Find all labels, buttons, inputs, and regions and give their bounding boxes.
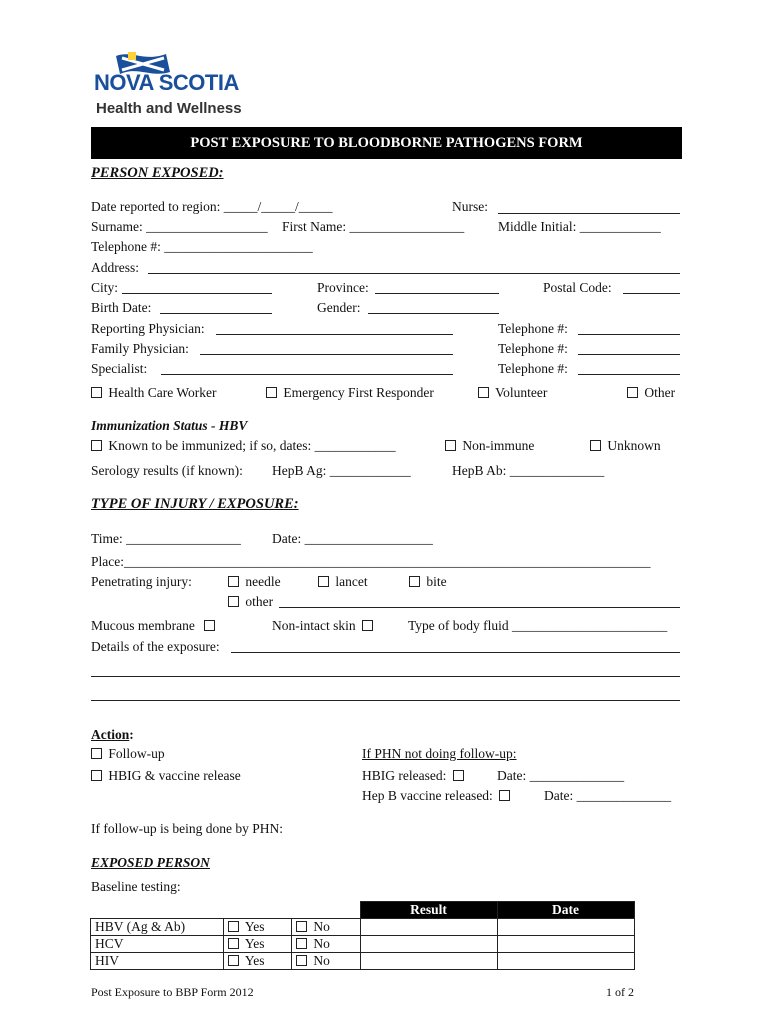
telephone-field[interactable]: Telephone #: ______________________ — [91, 239, 313, 254]
role-other[interactable]: Other — [627, 385, 675, 401]
footer-page-number: 1 of 2 — [606, 985, 634, 999]
yes-option[interactable]: Yes — [224, 936, 292, 953]
birth-date-field[interactable] — [160, 313, 272, 314]
serology-label: Serology results (if known): — [91, 463, 243, 478]
person-exposed-heading: PERSON EXPOSED: — [91, 165, 224, 181]
place-field[interactable]: Place:______________________________________________________________________________ — [91, 554, 651, 569]
first-name-field[interactable]: First Name: _________________ — [282, 219, 465, 234]
checkbox[interactable] — [445, 440, 456, 451]
hbig-released-option[interactable]: HBIG released: — [362, 768, 467, 784]
role-volunteer[interactable]: Volunteer — [478, 385, 547, 401]
checkbox[interactable] — [228, 938, 239, 949]
checkbox[interactable] — [228, 576, 239, 587]
gender-label: Gender: — [317, 300, 361, 315]
non-intact-skin-option[interactable]: Non-intact skin — [272, 618, 376, 634]
checkbox[interactable] — [228, 596, 239, 607]
date-cell[interactable] — [497, 953, 634, 970]
time-field[interactable]: Time: _________________ — [91, 531, 241, 546]
result-cell[interactable] — [360, 953, 497, 970]
checkbox[interactable] — [296, 938, 307, 949]
baseline-testing-label: Baseline testing: — [91, 879, 181, 894]
lancet-option[interactable]: lancet — [318, 574, 368, 590]
hepb-ab-field[interactable]: HepB Ab: ______________ — [452, 463, 605, 478]
checkbox[interactable] — [91, 440, 102, 451]
logo-brand: NOVA SCOTIA — [94, 70, 239, 95]
reporting-physician-field[interactable] — [216, 334, 453, 335]
family-phone-field[interactable] — [578, 354, 680, 355]
hepb-date-field[interactable]: Date: ______________ — [544, 788, 672, 803]
checkbox[interactable] — [91, 770, 102, 781]
table-row — [91, 919, 635, 936]
form-title: POST EXPOSURE TO BLOODBORNE PATHOGENS FORM — [190, 135, 583, 151]
checkbox[interactable] — [228, 955, 239, 966]
reporting-physician-label: Reporting Physician: — [91, 321, 205, 336]
province-field[interactable] — [375, 293, 499, 294]
penetrating-label: Penetrating injury: — [91, 574, 192, 589]
test-name: HCV — [91, 936, 224, 953]
details-label: Details of the exposure: — [91, 639, 220, 654]
exposed-person-heading: EXPOSED PERSON — [91, 855, 210, 870]
date-cell[interactable] — [497, 936, 634, 953]
middle-initial-field[interactable]: Middle Initial: ____________ — [498, 219, 661, 234]
surname-field[interactable]: Surname: __________________ — [91, 219, 268, 234]
province-label: Province: — [317, 280, 369, 295]
checkbox[interactable] — [296, 921, 307, 932]
nurse-label: Nurse: — [452, 199, 488, 214]
checkbox[interactable] — [499, 790, 510, 801]
details-field-1[interactable] — [231, 652, 680, 653]
phn-not-following-label: If PHN not doing follow-up: — [362, 746, 517, 761]
city-label: City: — [91, 280, 119, 295]
postal-code-label: Postal Code: — [543, 280, 612, 295]
checkbox[interactable] — [478, 387, 489, 398]
result-cell[interactable] — [360, 919, 497, 936]
date-header: Date — [497, 902, 634, 919]
yes-option[interactable]: Yes — [224, 953, 292, 970]
logo-subtitle: Health and Wellness — [96, 100, 242, 117]
checkbox[interactable] — [91, 748, 102, 759]
mucous-membrane-option[interactable]: Mucous membrane — [91, 618, 218, 634]
unknown-option[interactable]: Unknown — [590, 438, 661, 454]
checkbox[interactable] — [453, 770, 464, 781]
baseline-testing-table — [90, 901, 635, 970]
checkbox[interactable] — [296, 955, 307, 966]
nova-scotia-logo — [94, 50, 244, 120]
date-reported-field[interactable]: Date reported to region: _____/_____/_____ — [91, 199, 333, 214]
gender-field[interactable] — [368, 313, 499, 314]
family-physician-field[interactable] — [200, 354, 453, 355]
address-label: Address: — [91, 260, 139, 275]
hepb-vaccine-released-option[interactable]: Hep B vaccine released: — [362, 788, 513, 804]
family-phone-label: Telephone #: — [498, 341, 568, 356]
specialist-phone-field[interactable] — [578, 374, 680, 375]
specialist-label: Specialist: — [91, 361, 148, 376]
checkbox[interactable] — [627, 387, 638, 398]
checkbox[interactable] — [318, 576, 329, 587]
checkbox[interactable] — [91, 387, 102, 398]
reporting-phone-label: Telephone #: — [498, 321, 568, 336]
reporting-phone-field[interactable] — [578, 334, 680, 335]
test-name: HBV (Ag & Ab) — [91, 919, 224, 936]
action-heading: Action: — [91, 727, 134, 742]
injury-date-field[interactable]: Date: ___________________ — [272, 531, 433, 546]
role-health-care-worker[interactable]: Health Care Worker — [91, 385, 217, 401]
no-option[interactable]: No — [292, 953, 361, 970]
table-row — [91, 953, 635, 970]
address-field[interactable] — [148, 273, 680, 274]
details-field-3[interactable] — [91, 700, 680, 701]
needle-option[interactable]: needle — [228, 574, 281, 590]
yes-option[interactable]: Yes — [224, 919, 292, 936]
footer-form-name: Post Exposure to BBP Form 2012 — [91, 985, 254, 999]
result-header: Result — [360, 902, 497, 919]
checkbox[interactable] — [590, 440, 601, 451]
checkbox[interactable] — [362, 620, 373, 631]
birth-date-label: Birth Date: — [91, 300, 152, 315]
checkbox[interactable] — [228, 921, 239, 932]
other-injury-field[interactable] — [279, 607, 680, 608]
date-cell[interactable] — [497, 919, 634, 936]
table-header-row — [91, 902, 635, 919]
immunization-heading: Immunization Status - HBV — [91, 418, 248, 433]
hbig-date-field[interactable]: Date: ______________ — [497, 768, 625, 783]
details-field-2[interactable] — [91, 676, 680, 677]
hepb-ag-field[interactable]: HepB Ag: ____________ — [272, 463, 411, 478]
phn-doing-label: If follow-up is being done by PHN: — [91, 821, 283, 836]
specialist-field[interactable] — [161, 374, 453, 375]
postal-code-field[interactable] — [623, 293, 680, 294]
nurse-field[interactable] — [498, 213, 680, 214]
role-emergency-first-responder[interactable]: Emergency First Responder — [266, 385, 434, 401]
city-field[interactable] — [122, 293, 272, 294]
no-option[interactable]: No — [292, 919, 361, 936]
body-fluid-field[interactable]: Type of body fluid _______________________ — [408, 618, 668, 633]
checkbox[interactable] — [266, 387, 277, 398]
specialist-phone-label: Telephone #: — [498, 361, 568, 376]
result-cell[interactable] — [360, 936, 497, 953]
injury-heading: TYPE OF INJURY / EXPOSURE: — [91, 496, 299, 512]
test-name: HIV — [91, 953, 224, 970]
follow-up-option[interactable]: Follow-up — [91, 746, 165, 762]
other-injury-option[interactable]: other — [228, 594, 273, 610]
checkbox[interactable] — [409, 576, 420, 587]
form-title-bar — [91, 127, 682, 159]
checkbox[interactable] — [204, 620, 215, 631]
table-row — [91, 936, 635, 953]
non-immune-option[interactable]: Non-immune — [445, 438, 534, 454]
hbig-vaccine-release-option[interactable]: HBIG & vaccine release — [91, 768, 241, 784]
no-option[interactable]: No — [292, 936, 361, 953]
family-physician-label: Family Physician: — [91, 341, 189, 356]
bite-option[interactable]: bite — [409, 574, 447, 590]
known-immunized-option[interactable]: Known to be immunized; if so, dates: ____________ — [91, 438, 396, 454]
